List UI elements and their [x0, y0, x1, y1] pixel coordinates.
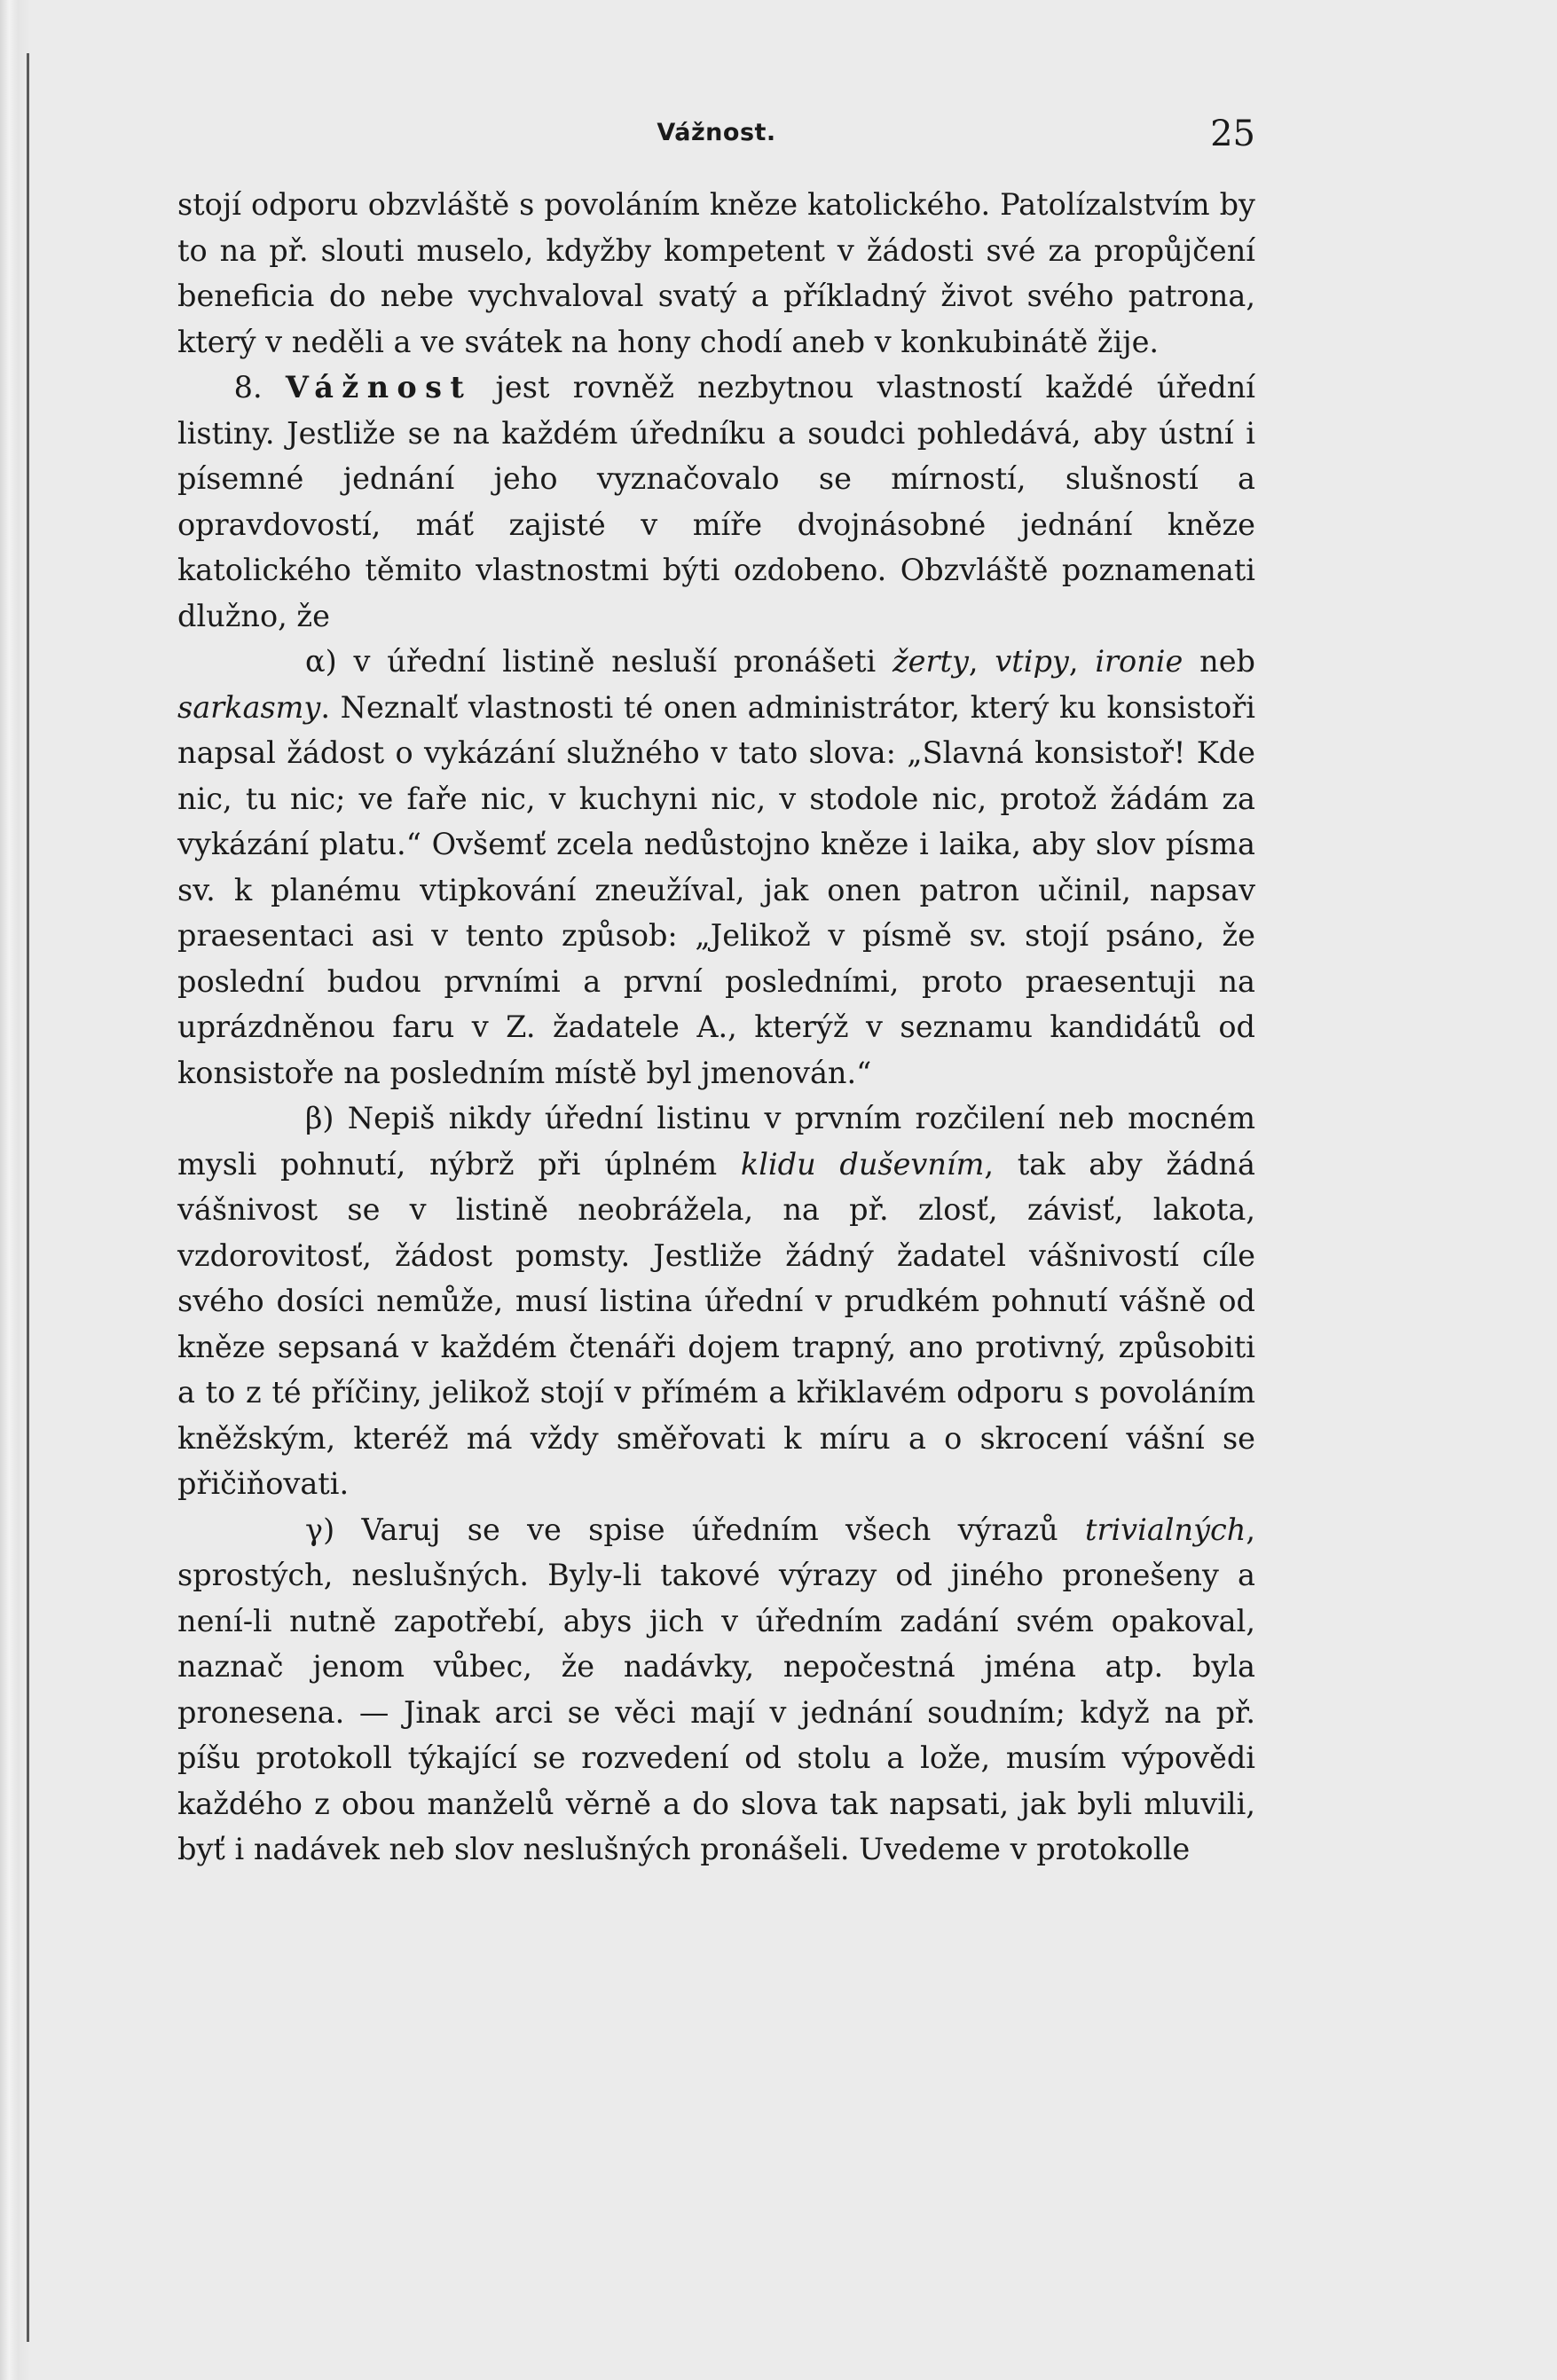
- item-label-gamma: γ): [305, 1512, 335, 1547]
- paragraph-section-8: [177, 365, 1255, 639]
- beta-italic-1: klidu duševním: [740, 1146, 985, 1182]
- running-title: Vážnost.: [657, 119, 776, 146]
- alpha-italic-4: sarkasmy: [177, 689, 321, 725]
- gamma-italic-1: trivialných: [1084, 1512, 1246, 1547]
- beta-text-a: Nepiš nikdy úřední listinu v prvním rozčilení neb mocném mysli pohnutí, nýbrž při úplném: [177, 1101, 1255, 1182]
- section-term: Vážnost: [285, 370, 473, 405]
- beta-text-b: , tak aby žádná vášnivost se v listině neobrážela, na př. zlosť, závisť, lakota, vzdorovitosť, žádost pomsty. Jestliže žádný žadatel vášnivostí cíle svého dosíci nemůže, musí listina úřední v prudkém pohnutí vášně od kněze sepsaná v každém čtenáři dojem trapný, ano protivný, způsobiti a to z té příčiny, jelikož stojí v přímém a křiklavém odporu s povoláním kněžským, kteréž má vždy směřovati k míru a o skrocení vášní se přičiňovati.: [177, 1146, 1255, 1501]
- gamma-text-a: Varuj se ve spise úředním všech výrazů: [334, 1512, 1085, 1547]
- alpha-sep-1: ,: [968, 644, 995, 679]
- alpha-italic-1: žerty: [893, 644, 969, 679]
- alpha-sep-2: ,: [1068, 644, 1096, 679]
- paragraph-beta: [177, 1096, 1255, 1507]
- paragraph-gamma: [177, 1507, 1255, 1873]
- item-label-alpha: α): [305, 644, 337, 679]
- alpha-italic-3: ironie: [1095, 644, 1183, 679]
- page-number: 25: [1210, 114, 1255, 154]
- alpha-text-c: . Neznalť vlastnosti té onen administrátor, který ku konsistoři napsal žádost o vykázání služného v tato slova: „Slavná konsistoř! Kde nic, tu nic; ve faře nic, v kuchyni nic, v stodole nic, protož žádám za vykázání platu.“ Ovšemť zcela nedůstojno kněze i laika, aby slov písma sv. k planému vtipkování zneužíval, jak onen patron učinil, napsav praesentaci asi v tento způsob: „Jelikož v písmě sv. stojí psáno, že poslední budou prvními a první posledními, proto praesentuji na uprázdněnou faru v Z. žadatele A., kterýž v seznamu kandidátů od konsistoře na posledním místě byl jmenován.“: [177, 689, 1255, 1090]
- alpha-text-b: neb: [1183, 644, 1255, 679]
- text-body: [177, 182, 1255, 1873]
- binding-edge: [0, 0, 30, 2380]
- section-text: jest rovněž nezbytnou vlastností každé úřední listiny. Jestliže se na každém úředníku a soudci pohledává, aby ústní i písemné jednání jeho vyznačovalo se mírností, slušností a opravdovostí, máť zajisté v míře dvojnásobné jednání kněze katolického těmito vlastnostmi býti ozdobeno. Obzvláště poznamenati dlužno, že: [177, 370, 1255, 633]
- binding-line: [27, 53, 29, 2342]
- alpha-italic-2: vtipy: [995, 644, 1069, 679]
- paragraph-continuation: stojí odporu obzvláště s povoláním kněze katolického. Patolízalstvím by to na př. slouti muselo, kdyžby kompetent v žádosti své za propůjčení beneficia do nebe vychvaloval svatý a příkladný život svého patrona, který v neděli a ve svátek na hony chodí aneb v konkubinátě žije.: [177, 187, 1255, 359]
- running-head: [177, 114, 1255, 167]
- item-label-beta: β): [305, 1101, 334, 1135]
- alpha-text-a: v úřední listině nesluší pronášeti: [336, 644, 893, 679]
- gamma-text-b: , sprostých, neslušných. Byly-li takové výrazy od jiného pronešeny a není-li nutně zapotřebí, abys jich v úředním zadání svém opakoval, naznač jenom vůbec, že nadávky, nepočestná jména atp. byla pronesena. — Jinak arci se věci mají v jednání soudním; když na př. píšu protokoll týkající se rozvedení od stolu a lože, musím výpovědi každého z obou manželů věrně a do slova tak napsati, jak byli mluvili, byť i nadávek neb slov neslušných pronášeli. Uvedeme v protokolle: [177, 1512, 1255, 1866]
- paragraph-alpha: [177, 639, 1255, 1096]
- section-number: 8.: [233, 370, 286, 405]
